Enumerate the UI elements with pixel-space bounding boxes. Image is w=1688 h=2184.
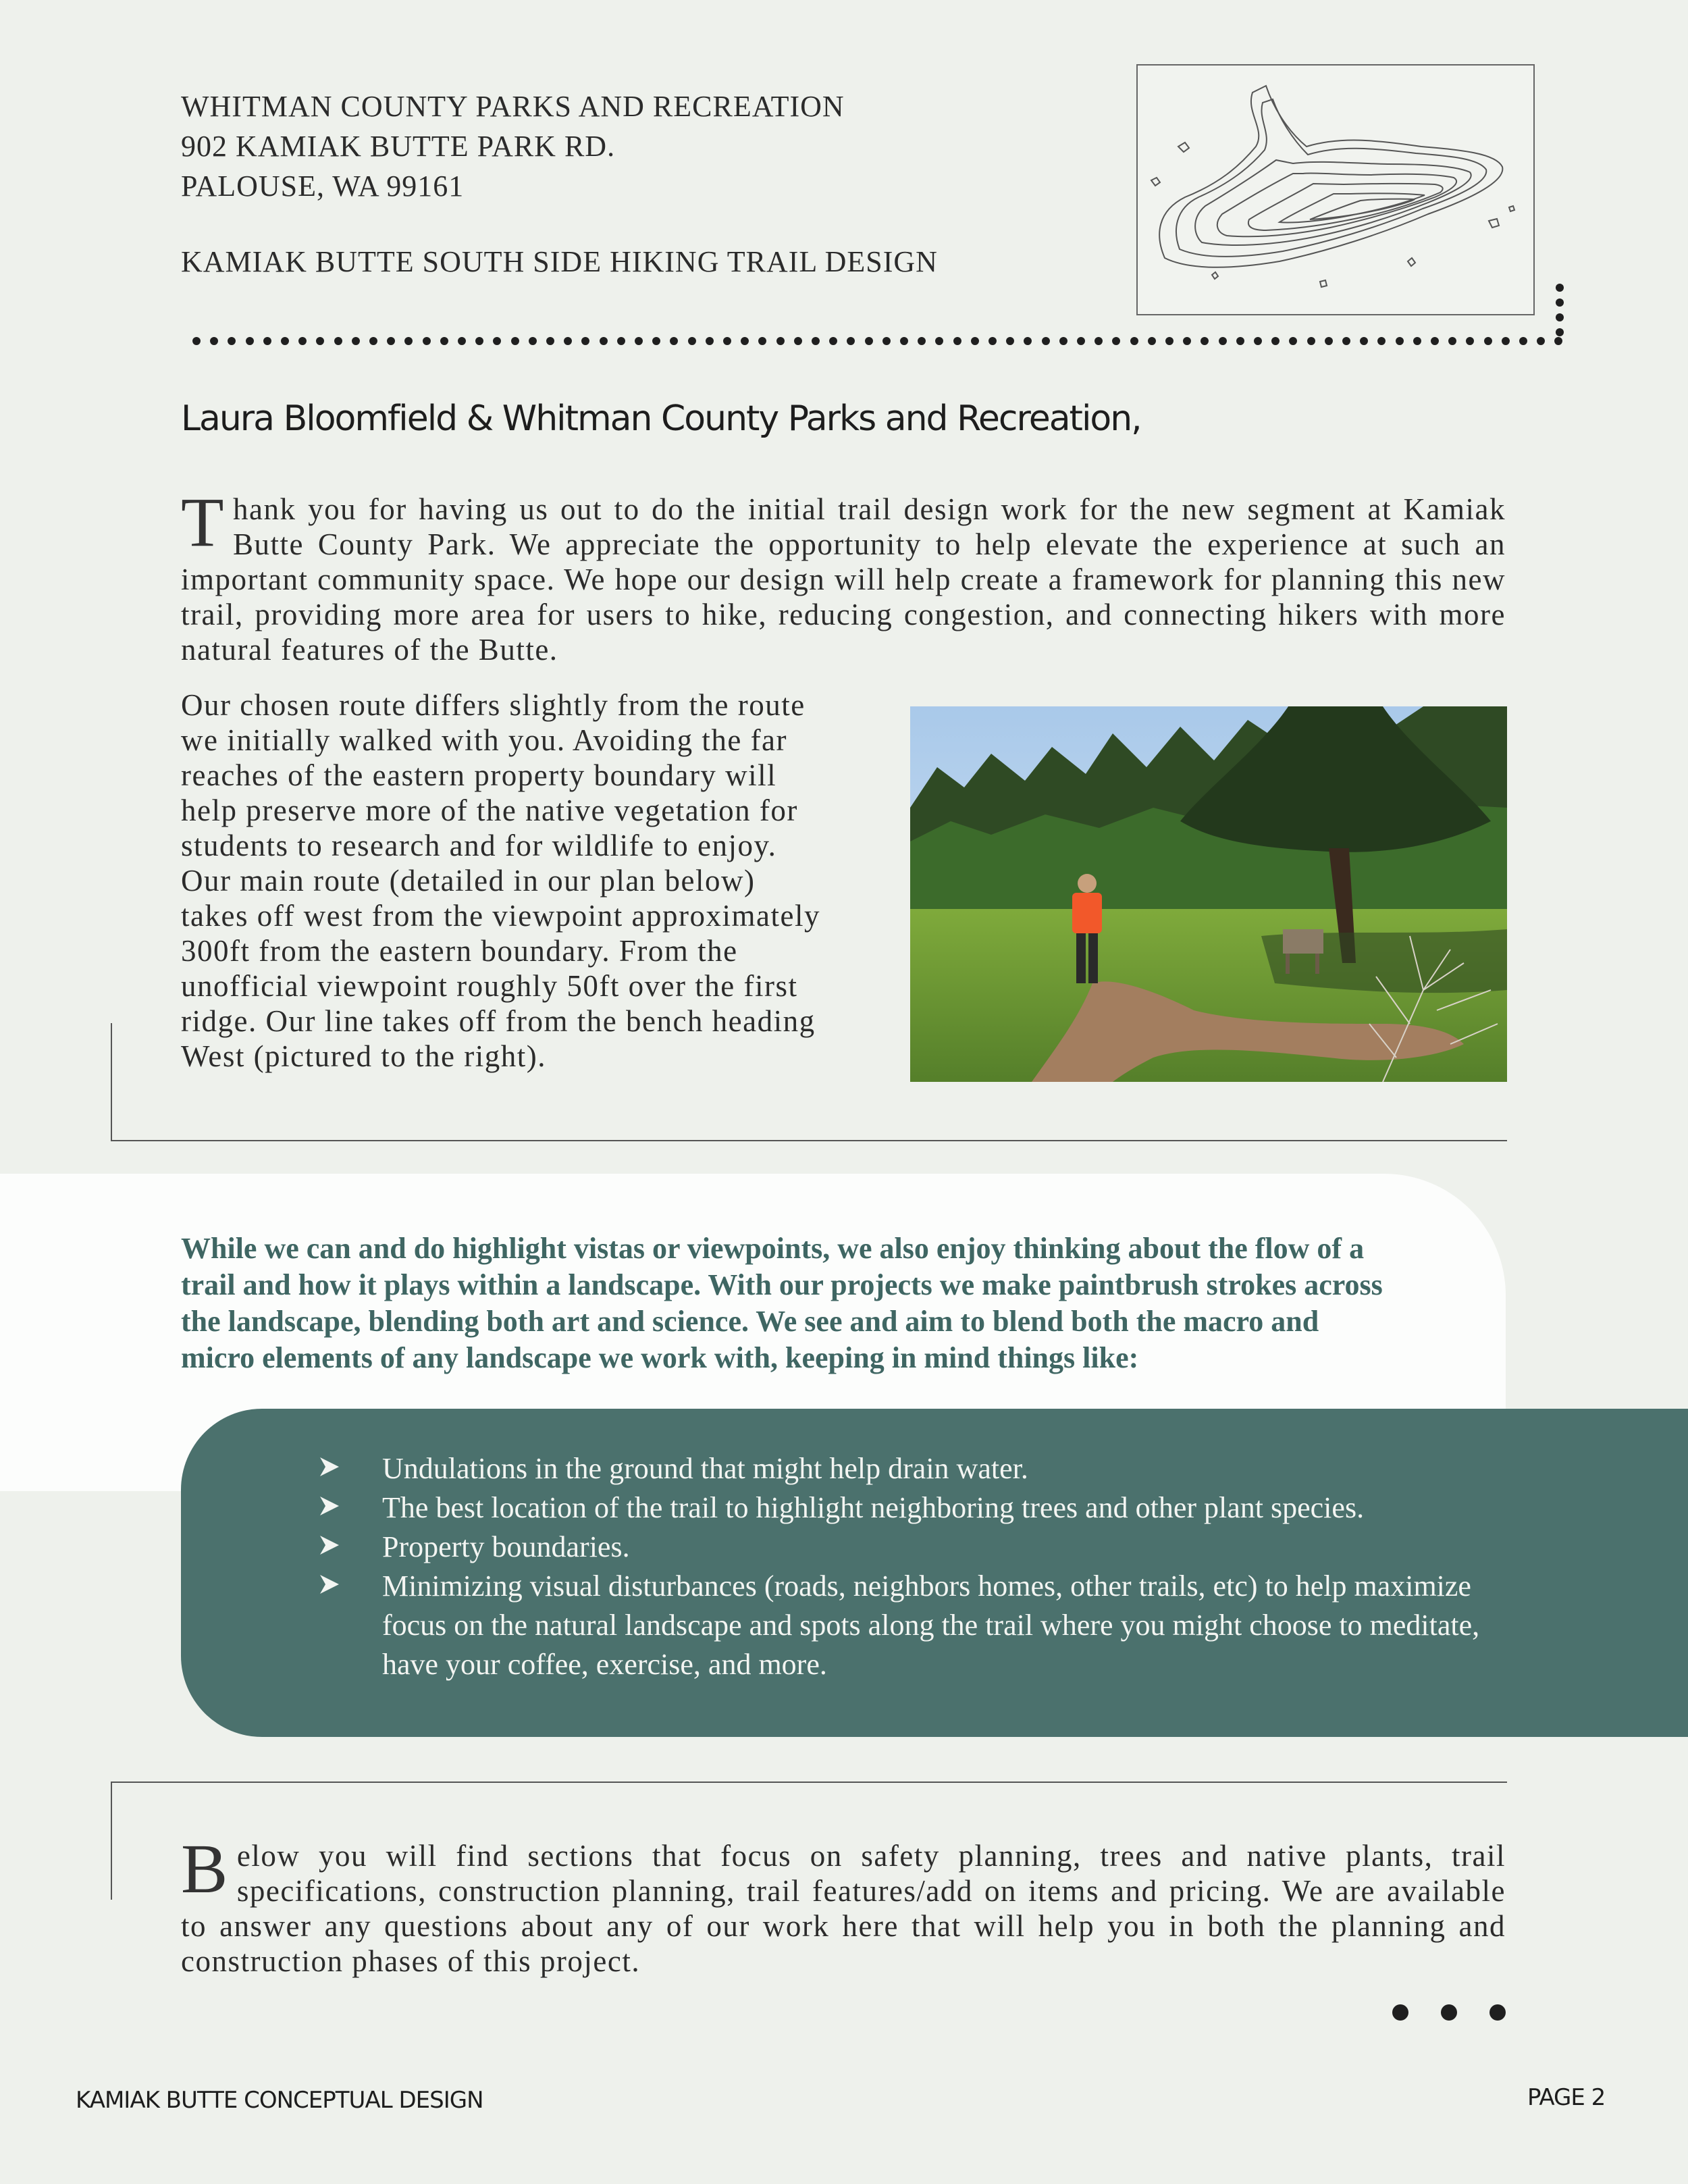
triangle-bullet-icon xyxy=(317,1572,342,1596)
divider-dot xyxy=(1537,337,1545,345)
divider-dot xyxy=(1077,337,1085,345)
divider-dot xyxy=(600,337,608,345)
frame-rule-vertical xyxy=(111,1023,112,1141)
contour-map-graphic xyxy=(1138,66,1533,314)
divider-dot xyxy=(706,337,714,345)
divider-dot xyxy=(228,337,236,345)
divider-dot xyxy=(1183,337,1191,345)
frame-rule-vertical xyxy=(111,1782,112,1900)
considerations-list xyxy=(317,1449,1519,1684)
flow-paragraph: While we can and do highlight vistas or viewpoints, we also enjoy thinking about the flow of a trail and how it plays within a landscape. With our projects we make paintbrush strokes across the landscape, blending both art and science. We see and aim to blend both the macro and micro elements of any landscape we work with, keeping in mind things like: xyxy=(181,1232,1383,1374)
divider-dot xyxy=(511,337,519,345)
divider-dot xyxy=(1006,337,1014,345)
divider-dot xyxy=(1466,337,1474,345)
frame-rule-horizontal xyxy=(111,1140,1507,1141)
divider-dot xyxy=(1254,337,1262,345)
divider-dot xyxy=(1360,337,1368,345)
divider-dot xyxy=(688,337,696,345)
intro-paragraph xyxy=(181,484,1506,667)
closing-paragraph xyxy=(181,1830,1506,1979)
divider-dot xyxy=(1112,337,1120,345)
divider-dot xyxy=(352,337,360,345)
divider-dot xyxy=(670,337,678,345)
divider-dot xyxy=(617,337,625,345)
dotted-divider-vertical xyxy=(1553,284,1566,338)
divider-dot xyxy=(1519,337,1527,345)
divider-dot xyxy=(1042,337,1050,345)
trail-photo xyxy=(910,706,1507,1082)
divider-dot xyxy=(1165,337,1173,345)
divider-dot xyxy=(812,337,820,345)
divider-dot xyxy=(1413,337,1421,345)
divider-dot xyxy=(581,337,589,345)
divider-dot xyxy=(1448,337,1456,345)
divider-dot xyxy=(458,337,466,345)
address-line-2: PALOUSE, WA 99161 xyxy=(181,170,465,203)
divider-dot xyxy=(281,337,289,345)
divider-dot xyxy=(475,337,483,345)
divider-dot xyxy=(723,337,731,345)
divider-dot xyxy=(192,337,201,345)
divider-dot xyxy=(316,337,324,345)
divider-dot xyxy=(882,337,891,345)
divider-dot xyxy=(298,337,307,345)
divider-dot xyxy=(529,337,537,345)
divider-dot xyxy=(794,337,802,345)
divider-dot xyxy=(1502,337,1510,345)
divider-dot xyxy=(865,337,873,345)
project-title: KAMIAK BUTTE SOUTH SIDE HIKING TRAIL DESIGN xyxy=(181,245,938,278)
divider-dot xyxy=(918,337,926,345)
divider-dot xyxy=(988,337,997,345)
triangle-bullet-icon xyxy=(317,1455,342,1479)
address-block xyxy=(181,86,1126,206)
org-name: WHITMAN COUNTY PARKS AND RECREATION xyxy=(181,90,845,123)
divider-dot xyxy=(404,337,413,345)
divider-dot xyxy=(776,337,785,345)
divider-dot xyxy=(635,337,643,345)
divider-dot xyxy=(1325,337,1333,345)
divider-dot xyxy=(334,337,342,345)
divider-dot xyxy=(758,337,766,345)
divider-dot xyxy=(1396,337,1404,345)
divider-dot xyxy=(1271,337,1280,345)
divider-dot xyxy=(1307,337,1315,345)
divider-dot xyxy=(369,337,377,345)
triangle-bullet-icon xyxy=(317,1494,342,1518)
route-paragraph: Our chosen route differs slightly from the route we initially walked with you. Avoiding the far reaches of the eastern property boundary will help preserve more of the native vegetation for students to research and for wildlife to enjoy. Our main route (detailed in our plan below) takes off west from the viewpoint approximately 300ft from the eastern boundary. From the unofficial viewpoint roughly 50ft over the first ridge. Our line takes off from the bench heading West (pictured to the right). xyxy=(181,688,820,1073)
divider-dot xyxy=(246,337,254,345)
list-item: The best location of the trail to highlight neighboring trees and other plant species. xyxy=(317,1488,1519,1528)
divider-dot xyxy=(847,337,855,345)
intro-text: hank you for having us out to do the initial trail design work for the new segment at Kamiak Butte County Park. We appreciate the opportunity to help elevate the experience at such an important community space. We hope our design will help create a framework for planning this new trail, providing more area for users to hike, reducing congestion, and connecting hikers with more natural features of the Butte. xyxy=(181,492,1506,667)
divider-dot xyxy=(953,337,961,345)
drop-cap: B xyxy=(181,1830,229,1908)
divider-dot xyxy=(1484,337,1492,345)
divider-dot xyxy=(210,337,218,345)
divider-dot xyxy=(546,337,554,345)
divider-dot xyxy=(741,337,749,345)
ellipsis-ornament xyxy=(1392,2004,1507,2025)
divider-dot xyxy=(387,337,395,345)
hiker-bench-photo-graphic xyxy=(910,706,1507,1082)
triangle-bullet-icon xyxy=(317,1533,342,1557)
divider-dot xyxy=(440,337,448,345)
closing-text: elow you will find sections that focus on safety planning, trees and native plants, trail specifications, construction planning, trail features/add on items and pricing. We are available to answer any questions about any of our work here that will help you in both the planning and construction phases of this project. xyxy=(181,1839,1506,1978)
address-line-1: 902 KAMIAK BUTTE PARK RD. xyxy=(181,130,616,163)
divider-dot xyxy=(1059,337,1067,345)
divider-dot xyxy=(564,337,572,345)
divider-dot xyxy=(1342,337,1350,345)
list-item: Minimizing visual disturbances (roads, neighbors homes, other trails, etc) to help maximize focus on the natural landscape and spots along the trail where you might choose to meditate, have your coffee, exercise, and more. xyxy=(317,1567,1519,1684)
divider-dot xyxy=(1094,337,1103,345)
footer-document-title: KAMIAK BUTTE CONCEPTUAL DESIGN xyxy=(76,2087,483,2114)
divider-dot xyxy=(1148,337,1156,345)
divider-dot xyxy=(423,337,431,345)
divider-dot xyxy=(1201,337,1209,345)
divider-dot xyxy=(263,337,271,345)
list-item: Undulations in the ground that might help drain water. xyxy=(317,1449,1519,1488)
divider-dot xyxy=(935,337,943,345)
divider-dot xyxy=(829,337,837,345)
dotted-divider xyxy=(192,334,1570,348)
topographic-map-image xyxy=(1136,64,1535,315)
divider-dot xyxy=(1130,337,1138,345)
divider-dot xyxy=(1236,337,1244,345)
divider-dot xyxy=(900,337,908,345)
page-number: PAGE 2 xyxy=(1527,2084,1606,2111)
divider-dot xyxy=(1431,337,1439,345)
divider-dot xyxy=(971,337,979,345)
list-item: Property boundaries. xyxy=(317,1528,1519,1567)
frame-rule-horizontal xyxy=(111,1782,1507,1783)
divider-dot xyxy=(1554,337,1562,345)
salutation-heading: Laura Bloomfield & Whitman County Parks and Recreation, xyxy=(181,398,1141,439)
divider-dot xyxy=(1289,337,1297,345)
divider-dot xyxy=(1024,337,1032,345)
divider-dot xyxy=(1377,337,1386,345)
divider-dot xyxy=(493,337,501,345)
drop-cap: T xyxy=(181,484,226,561)
divider-dot xyxy=(1219,337,1227,345)
divider-dot xyxy=(652,337,660,345)
